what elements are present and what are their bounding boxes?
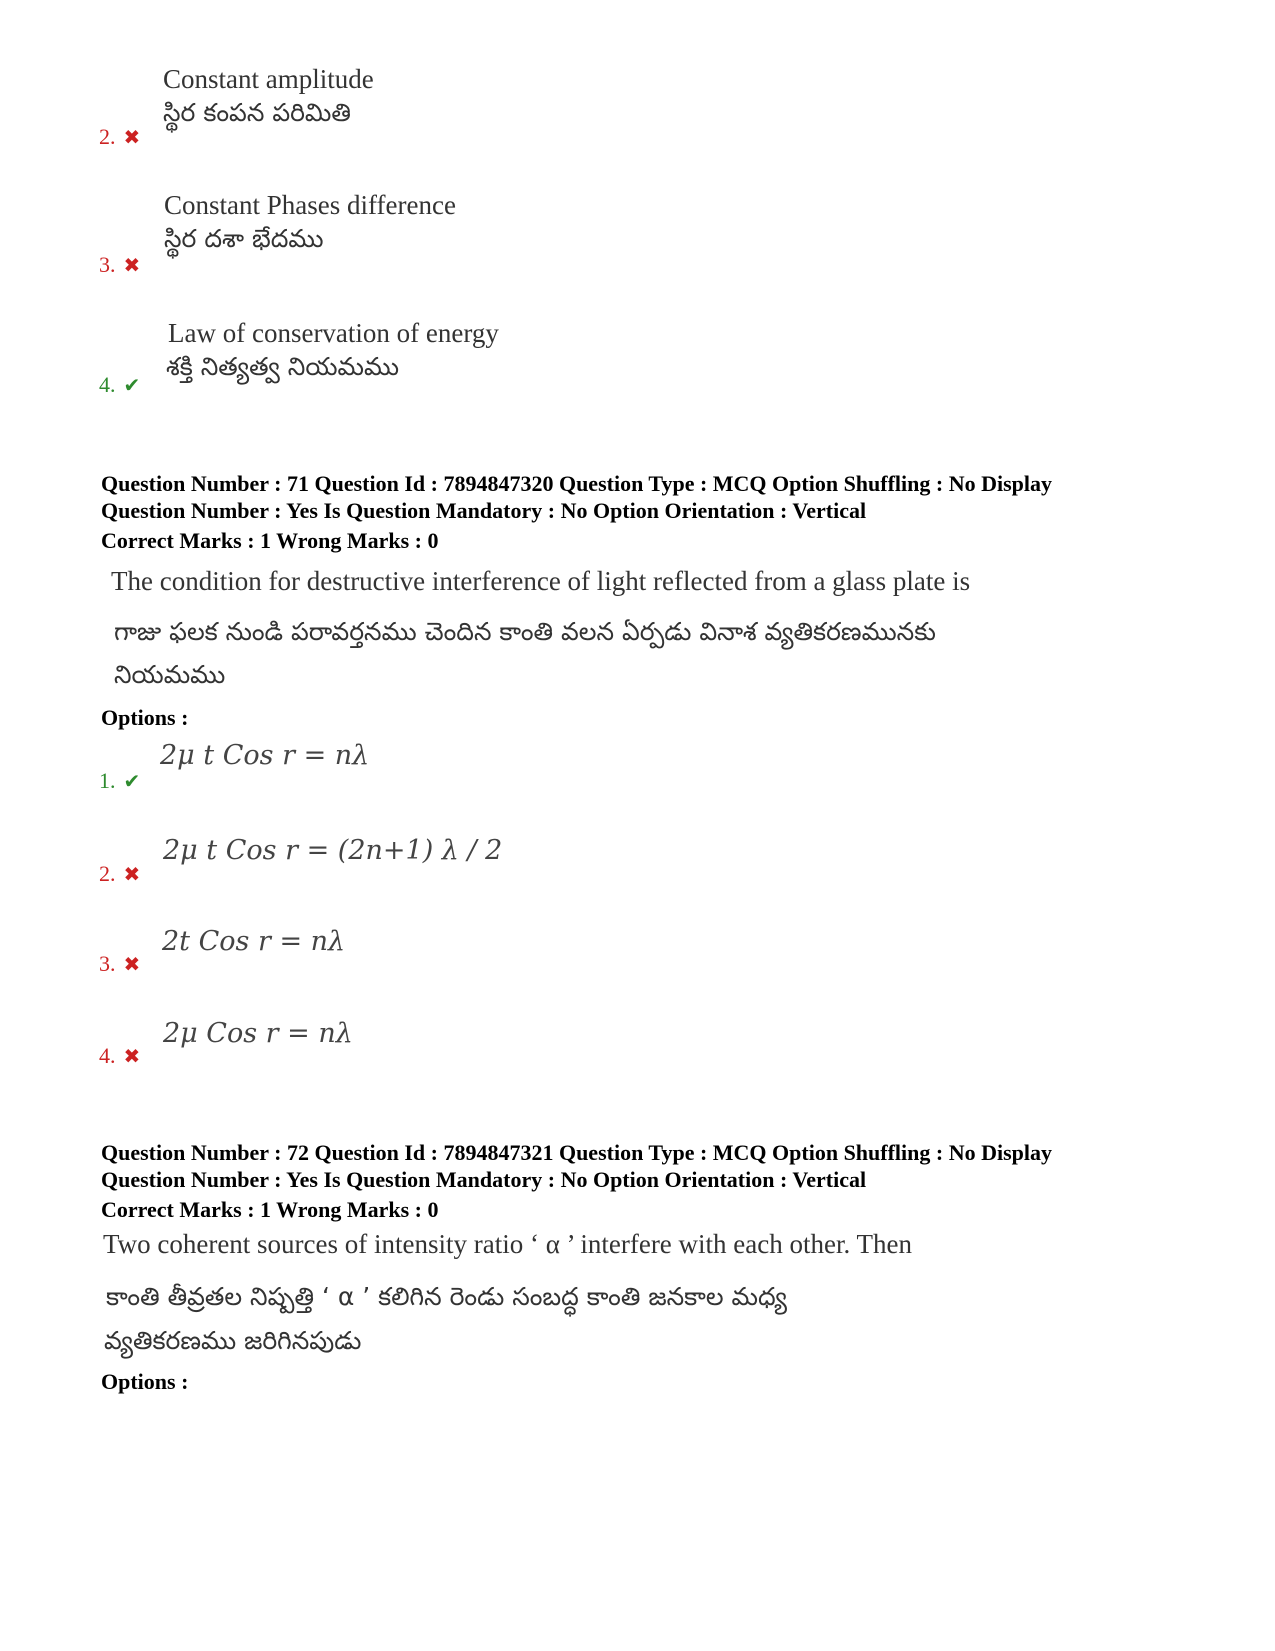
option-text-te: శక్తి నిత్యత్వ నియమము [166,352,400,381]
option-formula: 2μ t Cos r = (2n+1) λ / 2 [163,835,503,866]
option-text-te: స్థిర దశా భేదము [164,224,324,253]
option-formula: 2μ Cos r = nλ [163,1018,353,1049]
options-label: Options : [101,1369,189,1394]
option-marker: 2. ✖ [99,861,141,886]
question-text-te-2: వ్యతికరణము జరిగినపుడు [104,1326,362,1355]
question-marks: Correct Marks : 1 Wrong Marks : 0 [101,528,439,553]
check-mark-icon: ✔ [123,771,141,793]
options-label: Options : [101,705,189,730]
cross-mark-icon: ✖ [123,1046,141,1068]
cross-mark-icon: ✖ [123,954,141,976]
cross-mark-icon: ✖ [123,255,141,277]
option-marker: 2. ✖ [99,124,141,149]
option-marker: 1. ✔ [99,768,141,793]
option-formula: 2μ t Cos r = nλ [160,740,370,771]
option-text-en: Constant amplitude [163,64,374,94]
question-meta: Question Number : 71 Question Id : 7894847320 Question Type : MCQ Option Shuffling : No Display Question Number : Yes Is Question Mandatory : No Option Orientation : Vertical [101,471,1053,523]
option-text-en: Law of conservation of energy [168,318,499,348]
option-text-en: Constant Phases difference [164,190,456,220]
check-mark-icon: ✔ [123,375,141,397]
question-text-te-2: నియమము [114,660,226,689]
cross-mark-icon: ✖ [123,127,141,149]
question-marks: Correct Marks : 1 Wrong Marks : 0 [101,1197,439,1222]
question-text-te: గాజు ఫలక నుండి పరావర్తనము చెందిన కాంతి వలన ఏర్పడు వినాశ వ్యతికరణమునకు [114,617,936,646]
question-text-en: The condition for destructive interference of light reflected from a glass plate is [111,566,971,596]
option-formula: 2t Cos r = nλ [162,926,346,957]
option-marker: 3. ✖ [99,252,141,277]
question-meta: Question Number : 72 Question Id : 7894847321 Question Type : MCQ Option Shuffling : No Display Question Number : Yes Is Question Mandatory : No Option Orientation : Vertical [101,1140,1053,1192]
question-text-en: Two coherent sources of intensity ratio ‘ α ’ interfere with each other. Then [103,1229,912,1259]
option-marker: 4. ✔ [99,372,141,397]
question-text-te: కాంతి తీవ్రతల నిష్పత్తి ‘ α ’ కలిగిన రెండు సంబద్ధ కాంతి జనకాల మధ్య [106,1282,787,1311]
option-marker: 4. ✖ [99,1043,141,1068]
cross-mark-icon: ✖ [123,864,141,886]
option-marker: 3. ✖ [99,951,141,976]
option-text-te: స్థిర కంపన పరిమితి [163,98,351,127]
